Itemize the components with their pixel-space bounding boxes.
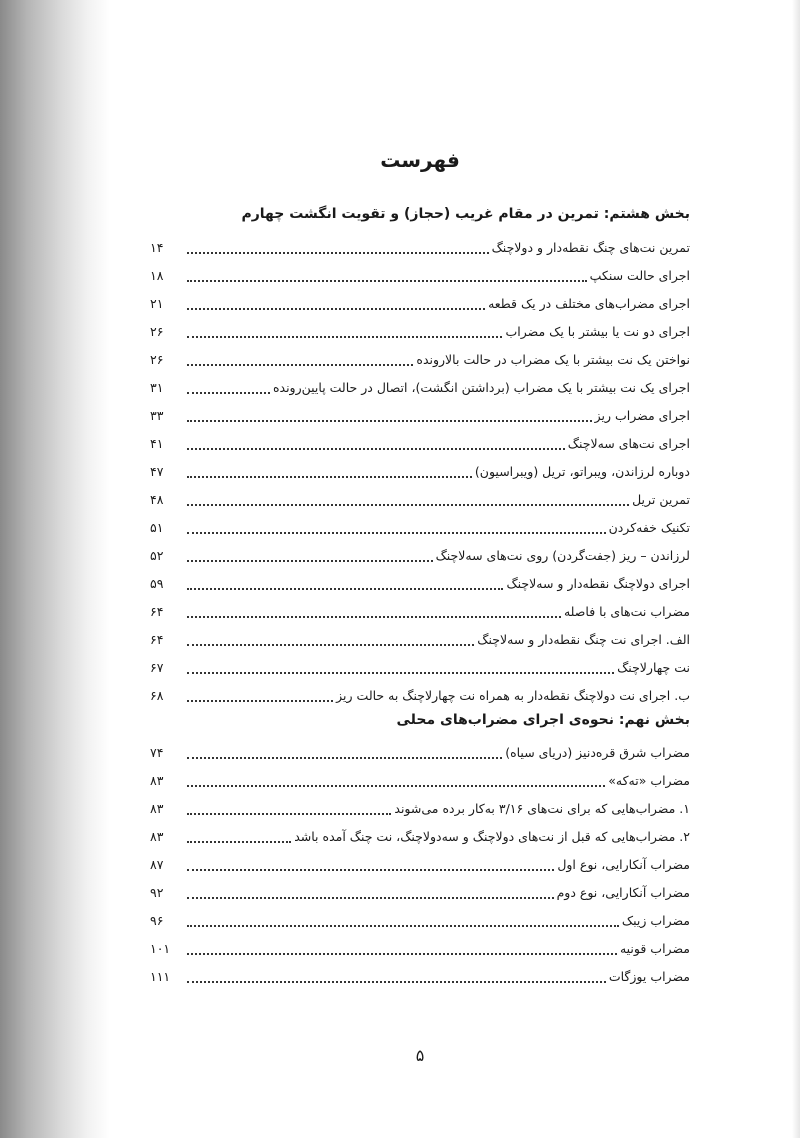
toc-entry-page: ۸۳ [150,801,164,816]
toc-entry [150,290,690,318]
toc-entry [150,682,690,710]
toc-entry-page: ۶۴ [150,632,164,647]
toc-entry [150,851,690,879]
toc-entry-page: ۲۶ [150,324,164,339]
toc-entry-title: اجرای حالت سنکپ [589,268,690,283]
dot-leader [187,785,605,787]
toc-entry [150,739,690,767]
toc-entry-page: ۸۷ [150,857,164,872]
toc-entry-page: ۶۷ [150,660,164,675]
page-number: ۵ [415,1046,425,1065]
toc-entry-page: ۲۱ [150,296,164,311]
toc-entry [150,654,690,682]
toc-entry [150,823,690,851]
toc-entry-page: ۷۴ [150,745,164,760]
toc-entry-page: ۳۳ [150,408,164,423]
toc-entry-page: ۵۲ [150,548,164,563]
page-title: فهرست [380,148,460,172]
toc-entry-title: اجرای دو نت یا بیشتر با یک مضراب [505,324,690,339]
dot-leader [187,841,291,843]
toc-entry [150,963,690,991]
dot-leader [187,252,489,254]
toc-entry [150,430,690,458]
toc-entry-page: ۴۷ [150,464,164,479]
toc-list-section-9 [150,739,690,991]
toc-entry-title: مضراب قونیه [619,941,690,956]
section-heading-8: بخش هشتم: تمرین در مقام غریب (حجاز) و تقویت انگشت چهارم [241,206,690,222]
dot-leader [187,504,629,506]
dot-leader [187,757,502,759]
toc-entry-title: الف. اجرای نت چنگ نقطه‌دار و سه‌لاچنگ [477,632,690,647]
toc-entry [150,402,690,430]
toc-entry-page: ۵۱ [150,520,164,535]
toc-page [150,0,690,1138]
toc-entry [150,542,690,570]
dot-leader [187,925,619,927]
toc-entry-page: ۱۱۱ [150,969,171,984]
dot-leader [187,953,617,955]
toc-entry-title: لرزاندن – ریز (جفت‌گردن) روی نت‌های سه‌لاچنگ [435,548,690,563]
dot-leader [187,981,606,983]
toc-entry [150,598,690,626]
toc-entry [150,486,690,514]
dot-leader [187,616,561,618]
toc-entry-page: ۲۶ [150,352,164,367]
toc-entry-title: نت چهارلاچنگ [617,660,690,675]
toc-entry-page: ۳۱ [150,380,164,395]
dot-leader [187,476,472,478]
toc-entry [150,346,690,374]
dot-leader [187,672,614,674]
toc-entry [150,907,690,935]
toc-entry [150,318,690,346]
toc-entry [150,458,690,486]
toc-entry-title: اجرای مضراب‌های مختلف در یک قطعه [488,296,690,311]
toc-entry-title: اجرای دولاچنگ نقطه‌دار و سه‌لاچنگ [506,576,690,591]
toc-entry-page: ۸۳ [150,829,164,844]
toc-entry-title: دوباره لرزاندن، ویبراتو، تریل (ویبراسیون) [474,464,690,479]
toc-entry-page: ۹۲ [150,885,164,900]
toc-entry-title: مضراب یوزگات [608,969,690,984]
toc-entry-page: ۵۹ [150,576,164,591]
toc-entry-title: ب. اجرای نت دولاچنگ نقطه‌دار به همراه نت چهارلاچنگ به حالت ریز [336,688,690,703]
toc-entry-page: ۱۸ [150,268,164,283]
toc-entry-title: ۱. مضراب‌هایی که برای نت‌های ۳/۱۶ به‌کار برده می‌شوند [394,801,690,816]
toc-entry [150,879,690,907]
toc-list-section-8 [150,234,690,710]
toc-entry-page: ۹۶ [150,913,164,928]
toc-entry-page: ۱۴ [150,240,164,255]
toc-entry-title: نواختن یک نت بیشتر با یک مضراب در حالت بالارونده [416,352,690,367]
dot-leader [187,869,554,871]
toc-entry [150,626,690,654]
page-right-edge [792,0,800,1138]
toc-entry [150,234,690,262]
toc-entry-title: مضراب نت‌های با فاصله [563,604,690,619]
toc-entry-title: ۲. مضراب‌هایی که قبل از نت‌های دولاچنگ و سه‌دولاچنگ، نت چنگ آمده باشد [294,829,690,844]
toc-entry [150,767,690,795]
dot-leader [187,420,592,422]
dot-leader [187,813,391,815]
dot-leader [187,560,433,562]
toc-entry-title: مضراب «ته‌که» [608,773,690,788]
toc-entry-title: مضراب آنکارایی، نوع دوم [556,885,690,900]
dot-leader [187,280,587,282]
toc-entry-title: تکنیک خفه‌کردن [608,520,690,535]
toc-entry-title: تمرین نت‌های چنگ نقطه‌دار و دولاچنگ [491,240,690,255]
toc-entry [150,795,690,823]
section-heading-9: بخش نهم: نحوه‌ی اجرای مضراب‌های محلی [396,712,690,728]
toc-entry [150,570,690,598]
dot-leader [187,588,503,590]
toc-entry-page: ۸۳ [150,773,164,788]
toc-entry [150,262,690,290]
toc-entry-title: مضراب آنکارایی، نوع اول [557,857,690,872]
toc-entry-title: اجرای نت‌های سه‌لاچنگ [567,436,690,451]
toc-entry-title: مضراب شرق قره‌دنیز (دریای سیاه) [505,745,690,760]
toc-entry-page: ۶۴ [150,604,164,619]
dot-leader [187,392,270,394]
dot-leader [187,308,485,310]
page-edge-shadow [0,0,110,1138]
dot-leader [187,364,413,366]
dot-leader [187,897,554,899]
dot-leader [187,700,333,702]
dot-leader [187,448,565,450]
toc-entry [150,514,690,542]
toc-entry [150,935,690,963]
dot-leader [187,336,502,338]
toc-entry [150,374,690,402]
toc-entry-page: ۱۰۱ [150,941,171,956]
toc-entry-page: ۶۸ [150,688,164,703]
toc-entry-title: اجرای مضراب ریز [594,408,690,423]
toc-entry-title: مضراب زیبک [621,913,690,928]
dot-leader [187,644,474,646]
toc-entry-title: اجرای یک نت بیشتر با یک مضراب (برداشتن انگشت)، اتصال در حالت پایین‌رونده [272,380,690,395]
dot-leader [187,532,606,534]
toc-entry-title: تمرین تریل [632,492,690,507]
toc-entry-page: ۴۱ [150,436,164,451]
toc-entry-page: ۴۸ [150,492,164,507]
